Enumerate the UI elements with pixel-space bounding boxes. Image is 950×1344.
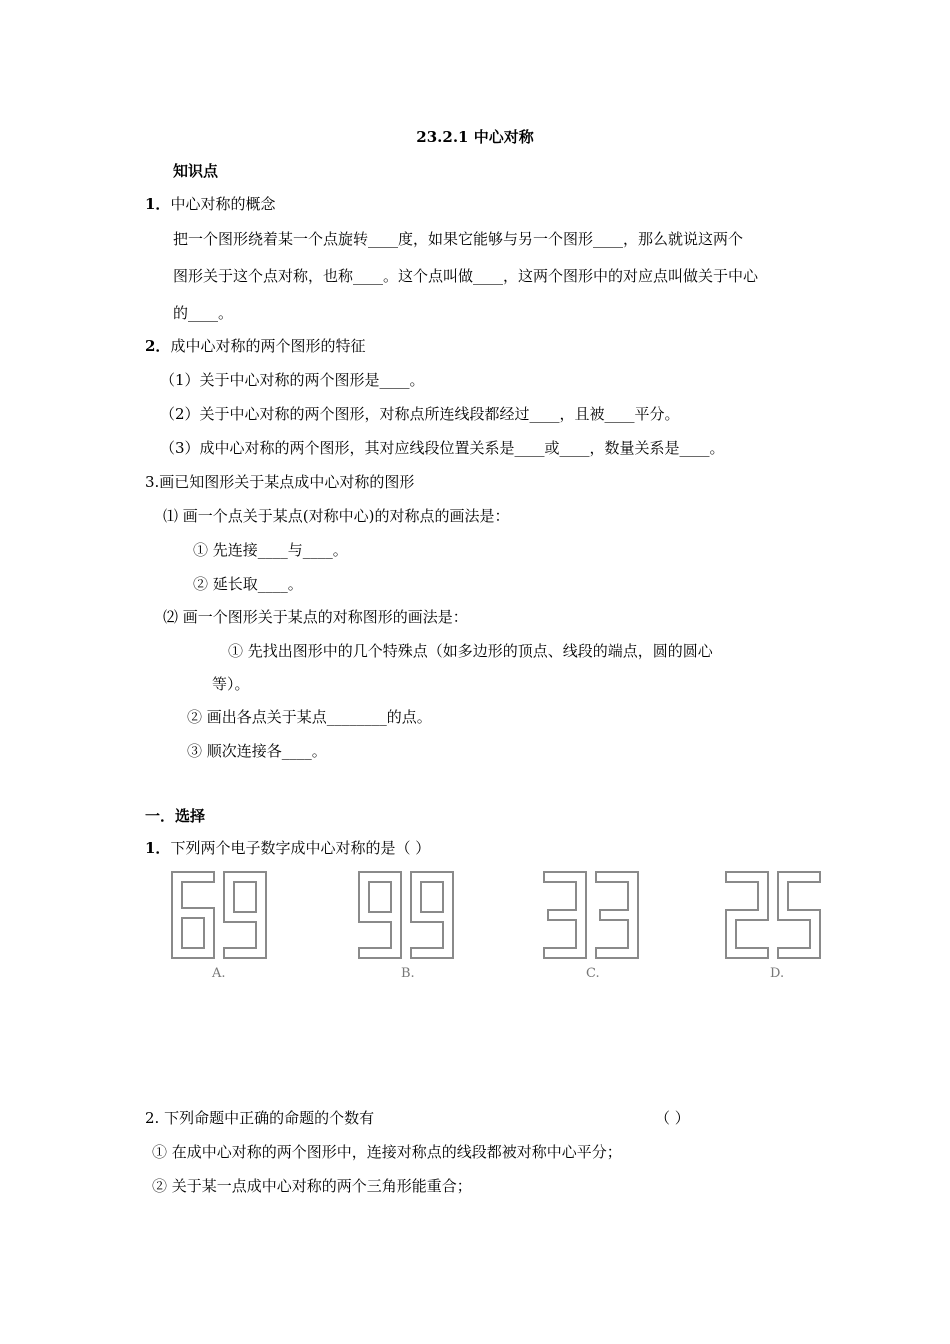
option-c-label: C.: [586, 966, 600, 981]
k3-line-8: ③ 顺次连接各____。: [187, 742, 327, 760]
option-d-figure: [722, 868, 837, 998]
q1-number: 1．: [145, 839, 171, 857]
option-b-figure: [355, 868, 470, 998]
k1-line-3: 的____。: [173, 304, 234, 322]
option-d-digits: [722, 868, 832, 963]
q1-text: 下列两个电子数字成中心对称的是（ ）: [170, 839, 431, 857]
k2-line-1: （1）关于中心对称的两个图形是____。: [160, 371, 425, 389]
k3-line-2: ① 先连接____与____。: [193, 541, 348, 559]
k2-line-3: （3）成中心对称的两个图形，其对应线段位置关系是____或____，数量关系是____。: [160, 439, 725, 457]
option-c-figure: [540, 868, 655, 998]
q1-question: [145, 838, 430, 858]
section-knowledge-heading: 知识点: [173, 162, 219, 180]
k2-title: 成中心对称的两个图形的特征: [170, 337, 366, 355]
q2-answer-paren: （ ）: [655, 1109, 690, 1127]
page-title: 23.2.1 中心对称: [416, 128, 534, 146]
k1-title: 中心对称的概念: [170, 195, 276, 213]
q2-item-1: ① 在成中心对称的两个图形中，连接对称点的线段都被对称中心平分；: [152, 1143, 622, 1161]
k1-line-2: 图形关于这个点对称，也称____。这个点叫做____，这两个图形中的对应点叫做关于中心: [173, 267, 759, 285]
option-d-label: D.: [770, 966, 785, 981]
k3-line-7: ② 画出各点关于某点________的点。: [187, 708, 432, 726]
k1-heading: [145, 194, 275, 214]
k3-heading: 3.画已知图形关于某点成中心对称的图形: [145, 473, 415, 491]
option-b-label: B.: [401, 966, 415, 981]
k3-line-6: 等）。: [212, 675, 250, 693]
option-a-figure: [168, 868, 283, 998]
option-c-digits: [540, 868, 650, 963]
k3-line-5: ① 先找出图形中的几个特殊点（如多边形的顶点、线段的端点，圆的圆心: [228, 642, 713, 660]
q2-question: 2. 下列命题中正确的命题的个数有: [145, 1109, 375, 1127]
k2-line-2: （2）关于中心对称的两个图形，对称点所连线段都经过____，且被____平分。: [160, 405, 680, 423]
k1-line-1: 把一个图形绕着某一个点旋转____度，如果它能够与另一个图形____，那么就说这两个: [173, 230, 744, 248]
k3-line-3: ② 延长取____。: [193, 575, 303, 593]
k1-number: 1．: [145, 195, 171, 213]
k3-line-4: ⑵ 画一个图形关于某点的对称图形的画法是：: [163, 608, 468, 626]
option-a-digits: [168, 868, 278, 963]
k2-heading: [145, 336, 365, 356]
q2-item-2: ② 关于某一点成中心对称的两个三角形能重合；: [152, 1177, 472, 1195]
k2-number: 2．: [145, 337, 171, 355]
option-a-label: A.: [212, 966, 226, 981]
k3-line-1: ⑴ 画一个点关于某点(对称中心)的对称点的画法是：: [163, 507, 510, 525]
option-b-digits: [355, 868, 465, 963]
section-choice-heading: 一．选择: [145, 807, 206, 825]
